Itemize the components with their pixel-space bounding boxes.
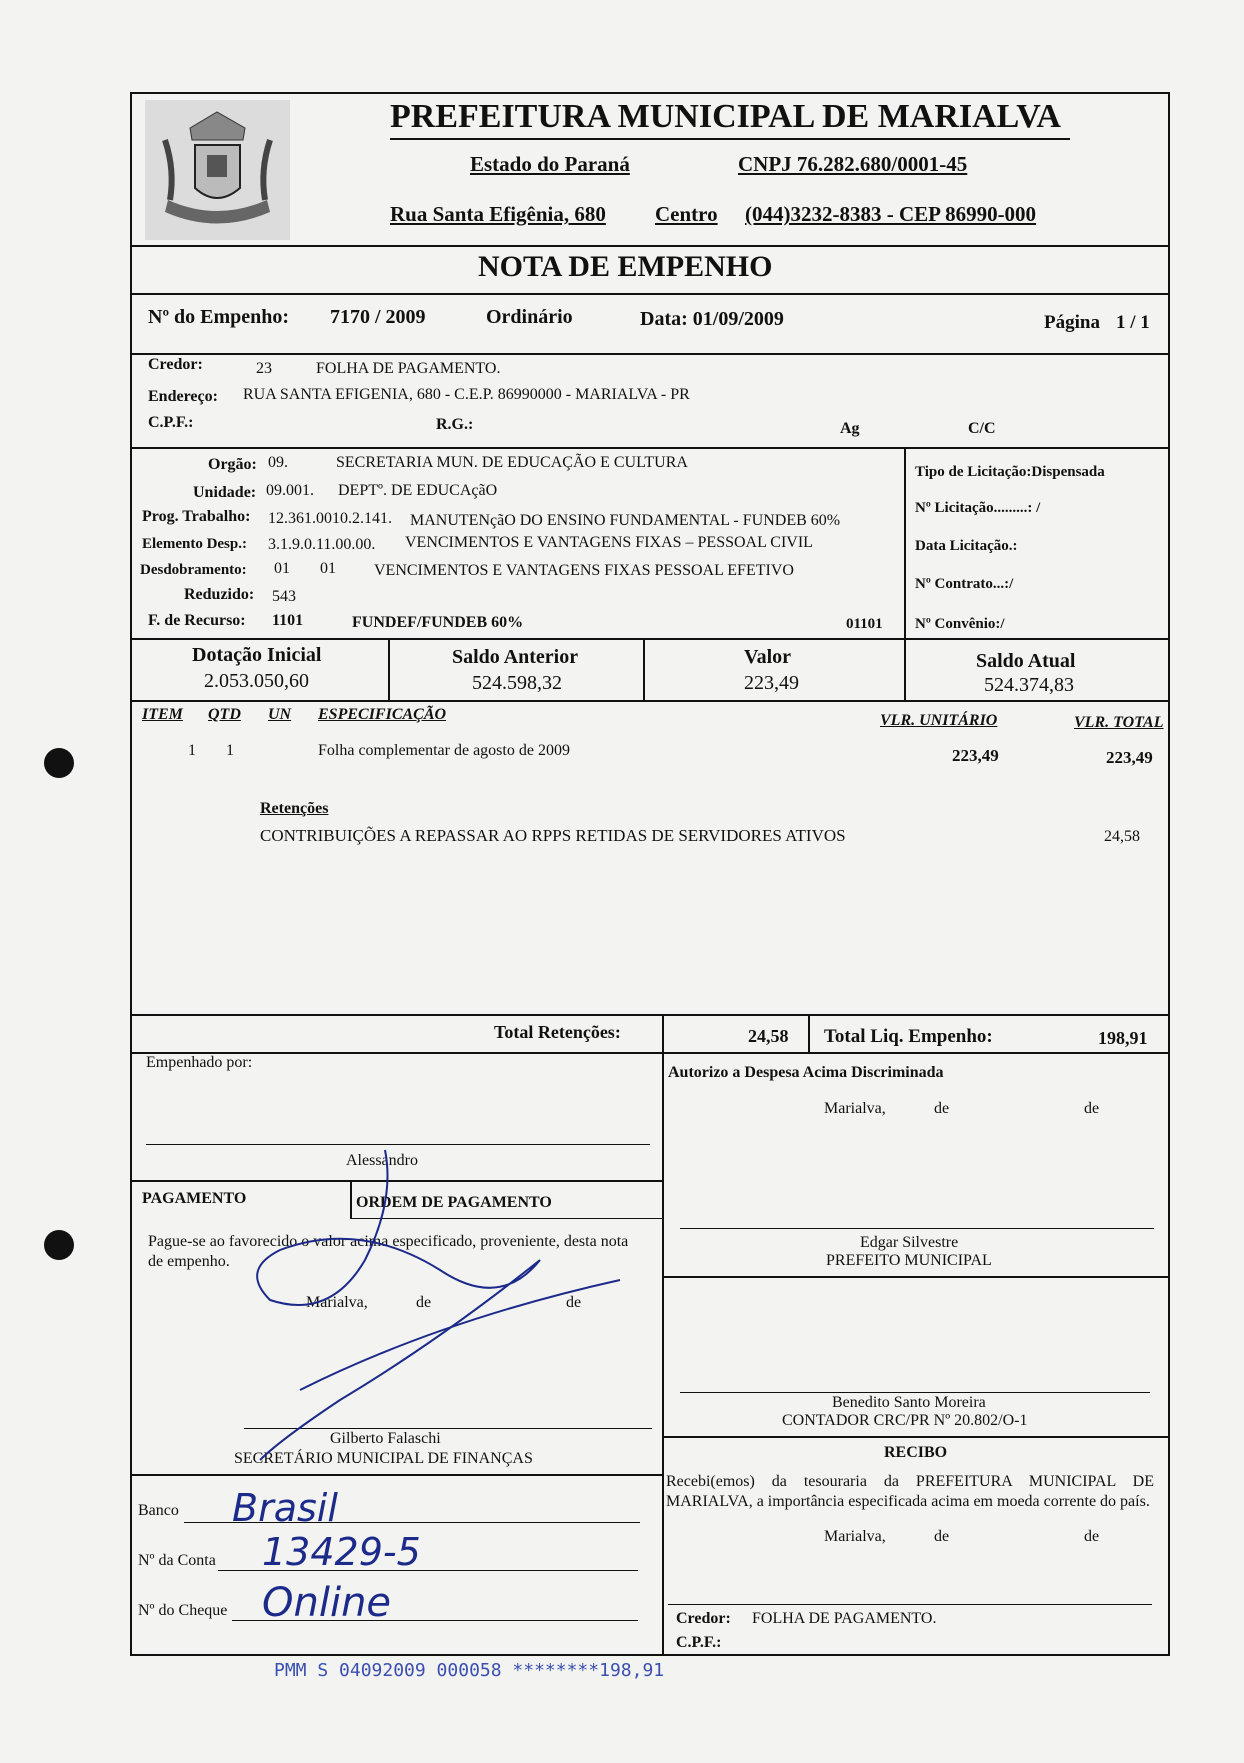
rg-label: R.G.: [436, 416, 474, 433]
endereco-label: Endereço: [148, 388, 218, 405]
col-especificacao: ESPECIFICAÇÃO [318, 706, 447, 723]
credor-label: Credor: [148, 356, 203, 373]
reduzido-label: Reduzido: [184, 586, 255, 603]
marialva-right-2: Marialva, [824, 1528, 886, 1545]
saldo-atual-label: Saldo Atual [976, 650, 1076, 672]
elemento-code: 3.1.9.0.11.00.00. [268, 536, 376, 553]
desdobramento-label: Desdobramento: [140, 562, 247, 578]
header-address: Rua Santa Efigênia, 680 [390, 202, 606, 226]
licitacao-tipo: Tipo de Licitação:Dispensada [915, 464, 1105, 480]
orgao-code: 09. [268, 454, 288, 471]
recibo-credor-label: Credor: [676, 1610, 731, 1627]
cpf-label: C.P.F.: [148, 414, 194, 431]
header-phone-cep: (044)3232-8383 - CEP 86990-000 [745, 202, 1037, 226]
conta-handwritten: 13429-5 [262, 1530, 421, 1574]
item-vlr-total: 223,49 [1106, 748, 1153, 767]
dotacao-inicial-label: Dotação Inicial [192, 644, 322, 666]
prefeito-title: PREFEITO MUNICIPAL [826, 1252, 992, 1269]
autorizo-label: Autorizo a Despesa Acima Discriminada [668, 1064, 944, 1081]
contador-name: Benedito Santo Moreira [832, 1394, 986, 1411]
desdobramento-name: VENCIMENTOS E VANTAGENS FIXAS PESSOAL EFETIVO [374, 562, 794, 579]
elemento-name: VENCIMENTOS E VANTAGENS FIXAS – PESSOAL CIVIL [405, 534, 813, 551]
secretario-title: SECRETÁRIO MUNICIPAL DE FINANÇAS [234, 1450, 533, 1467]
recurso-code2: 01101 [846, 616, 883, 632]
empenho-type: Ordinário [486, 306, 573, 328]
de-right-2: de [1084, 1100, 1100, 1117]
col-qtd: QTD [208, 706, 241, 723]
saldo-anterior-value: 524.598,32 [472, 672, 562, 694]
empenhado-por-name: Alessandro [346, 1152, 418, 1169]
cheque-handwritten: Online [262, 1580, 392, 1626]
recibo-title: RECIBO [884, 1444, 948, 1461]
punch-hole-top [44, 748, 74, 778]
marialva-right-1: Marialva, [824, 1100, 886, 1117]
de-right-1: de [934, 1100, 950, 1117]
recurso-code: 1101 [272, 612, 304, 629]
header-district: Centro [655, 202, 718, 226]
recibo-text: Recebi(emos) da tesouraria da PREFEITURA MUNICIPAL DE MARIALVA, a importância especificada acima em moeda corrente do país. [666, 1473, 1154, 1510]
recurso-label: F. de Recurso: [148, 612, 246, 629]
licitacao-data: Data Licitação.: [915, 538, 1018, 554]
punch-hole-bottom [44, 1230, 74, 1260]
page-label: Página [1044, 312, 1100, 333]
orgao-name: SECRETARIA MUN. DE EDUCAÇÃO E CULTURA [336, 454, 688, 471]
page-number: 1 / 1 [1116, 312, 1150, 333]
unidade-label: Unidade: [193, 484, 257, 501]
desdobramento-code2: 01 [320, 560, 336, 577]
cheque-label: Nº do Cheque [138, 1602, 228, 1619]
banco-label: Banco [138, 1502, 179, 1519]
recibo-cpf-label: C.P.F.: [676, 1634, 722, 1651]
de-right-3: de [934, 1528, 950, 1545]
empenho-date: Data: 01/09/2009 [640, 308, 784, 330]
dotacao-inicial-value: 2.053.050,60 [204, 670, 309, 692]
item-vlr-unitario: 223,49 [952, 746, 999, 765]
col-vlr-total: VLR. TOTAL [1074, 714, 1164, 731]
unidade-code: 09.001. [266, 482, 314, 499]
ag-label: Ag [840, 420, 860, 437]
cc-label: C/C [968, 420, 996, 437]
valor-label: Valor [744, 646, 792, 668]
saldo-atual-value: 524.374,83 [984, 674, 1074, 696]
retencoes-description: CONTRIBUIÇÕES A REPASSAR AO RPPS RETIDAS DE SERVIDORES ATIVOS [260, 826, 846, 845]
secretario-name: Gilberto Falaschi [330, 1430, 441, 1447]
licitacao-numero: Nº Licitação.........: / [915, 500, 1041, 516]
pagamento-label: PAGAMENTO [142, 1190, 247, 1207]
unidade-name: DEPTº. DE EDUCAçãO [338, 482, 498, 499]
retencoes-label: Retenções [260, 800, 329, 817]
doc-title: NOTA DE EMPENHO [478, 250, 773, 283]
col-item: ITEM [142, 706, 183, 723]
pague-se-text: Pague-se ao favorecido o valor acima especificado, proveniente, desta nota de empenho. [148, 1233, 629, 1270]
elemento-label: Elemento Desp.: [142, 536, 247, 552]
total-liquido-label: Total Liq. Empenho: [824, 1026, 993, 1047]
total-retencoes-label: Total Retenções: [494, 1022, 621, 1042]
header-cnpj: CNPJ 76.282.680/0001-45 [738, 152, 968, 176]
prog-label: Prog. Trabalho: [142, 508, 251, 525]
prog-name: MANUTENçãO DO ENSINO FUNDAMENTAL - FUNDEB 60% [410, 512, 841, 529]
reduzido-value: 543 [272, 588, 296, 605]
col-un: UN [268, 706, 292, 723]
conta-label: Nº da Conta [138, 1552, 216, 1569]
marialva-left: Marialva, [306, 1294, 368, 1311]
credor-code: 23 [256, 360, 272, 377]
prog-code: 12.361.0010.2.141. [268, 510, 392, 527]
valor-value: 223,49 [744, 672, 799, 694]
col-vlr-unitario: VLR. UNITÁRIO [880, 712, 998, 729]
total-retencoes-value: 24,58 [748, 1026, 789, 1046]
header-state: Estado do Paraná [470, 152, 630, 176]
item-qtd: 1 [226, 742, 234, 759]
orgao-label: Orgão: [208, 456, 257, 473]
empenho-number-label: Nº do Empenho: [148, 306, 290, 328]
saldo-anterior-label: Saldo Anterior [452, 646, 579, 668]
de-left-2: de [566, 1294, 582, 1311]
recurso-name: FUNDEF/FUNDEB 60% [352, 614, 524, 631]
contador-title: CONTADOR CRC/PR Nº 20.802/O-1 [782, 1412, 1028, 1429]
desdobramento-code1: 01 [274, 560, 290, 577]
bank-stamp: PMM S 04092009 000058 ********198,91 [274, 1660, 665, 1681]
retencoes-value: 24,58 [1104, 828, 1140, 845]
banco-handwritten: Brasil [232, 1486, 338, 1530]
empenho-number: 7170 / 2009 [330, 306, 426, 328]
ordem-pagamento-label: ORDEM DE PAGAMENTO [356, 1194, 552, 1211]
item-especificacao: Folha complementar de agosto de 2009 [318, 742, 570, 759]
prefeito-name: Edgar Silvestre [860, 1234, 959, 1251]
recibo-credor-name: FOLHA DE PAGAMENTO. [752, 1610, 937, 1627]
header-title: PREFEITURA MUNICIPAL DE MARIALVA [390, 98, 1061, 135]
item-number: 1 [188, 742, 196, 759]
credor-address: RUA SANTA EFIGENIA, 680 - C.E.P. 86990000 - MARIALVA - PR [243, 386, 690, 403]
credor-name: FOLHA DE PAGAMENTO. [316, 360, 501, 377]
licitacao-contrato: Nº Contrato...:/ [915, 576, 1014, 592]
total-liquido-value: 198,91 [1098, 1028, 1148, 1048]
coat-of-arms-logo [145, 100, 290, 240]
signature-scribble [240, 1140, 630, 1470]
de-right-4: de [1084, 1528, 1100, 1545]
de-left-1: de [416, 1294, 432, 1311]
licitacao-convenio: Nº Convênio:/ [915, 616, 1005, 632]
empenhado-por-label: Empenhado por: [146, 1054, 253, 1071]
